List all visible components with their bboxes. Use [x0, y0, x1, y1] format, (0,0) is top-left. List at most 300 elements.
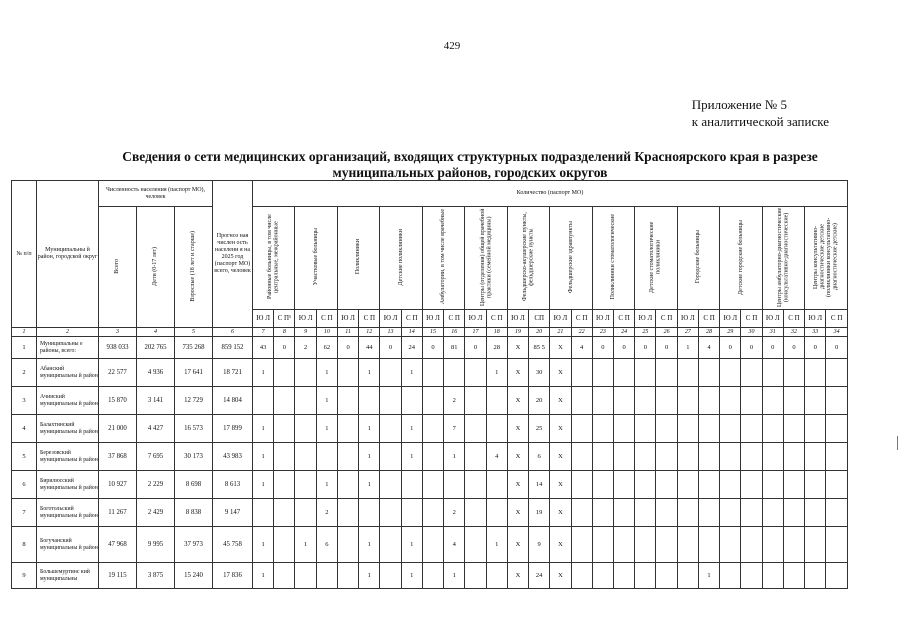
table-cell — [295, 471, 316, 499]
table-cell: 2 429 — [137, 499, 175, 527]
table-cell: X — [507, 337, 528, 359]
header-category: Детские поликлиники — [380, 207, 422, 310]
column-number: 20 — [529, 328, 550, 337]
table-cell — [805, 471, 826, 499]
row-number: 8 — [12, 527, 37, 563]
table-cell: 22 577 — [99, 359, 137, 387]
column-number: 31 — [762, 328, 783, 337]
table-cell — [762, 415, 783, 443]
header-subcolumn: Ю Л — [677, 310, 698, 328]
table-cell: 2 — [444, 499, 465, 527]
header-category: Участковые больницы — [295, 207, 337, 310]
header-subcolumn: С П — [656, 310, 677, 328]
table-cell — [805, 527, 826, 563]
table-cell: 17 836 — [213, 563, 253, 589]
table-cell — [741, 499, 762, 527]
table-cell: 1 — [401, 443, 422, 471]
table-cell: 938 033 — [99, 337, 137, 359]
table-cell — [698, 471, 719, 499]
table-cell: X — [507, 499, 528, 527]
header-quantity-group: Количество (паспорт МО) — [253, 181, 848, 207]
table-cell: 0 — [592, 337, 613, 359]
table-cell — [698, 359, 719, 387]
table-cell: 17 899 — [213, 415, 253, 443]
medical-network-table — [11, 180, 848, 589]
table-cell — [274, 415, 295, 443]
header-subcolumn: Ю Л — [253, 310, 274, 328]
table-cell: 0 — [741, 337, 762, 359]
table-cell: 43 983 — [213, 443, 253, 471]
title-line2: муниципальных районов, городских округов — [332, 165, 608, 180]
table-cell: 1 — [359, 471, 380, 499]
table-cell: X — [507, 471, 528, 499]
header-subcolumn: Ю Л — [635, 310, 656, 328]
table-cell — [720, 387, 741, 415]
row-name: Боготольский муниципальны й район — [37, 499, 99, 527]
table-cell — [656, 443, 677, 471]
table-cell — [698, 415, 719, 443]
header-subcolumn: С П — [444, 310, 465, 328]
table-cell — [677, 443, 698, 471]
table-cell: 9 147 — [213, 499, 253, 527]
column-number: 21 — [550, 328, 571, 337]
table-cell — [380, 415, 401, 443]
header-subcolumn: С П — [359, 310, 380, 328]
table-cell — [614, 499, 635, 527]
table-cell: X — [507, 443, 528, 471]
table-cell — [635, 563, 656, 589]
table-cell: X — [550, 563, 571, 589]
table-cell: 45 758 — [213, 527, 253, 563]
header-category: Поликлиники — [337, 207, 379, 310]
row-number: 3 — [12, 387, 37, 415]
header-subcolumn: Ю Л — [465, 310, 486, 328]
table-cell — [741, 415, 762, 443]
table-cell — [762, 443, 783, 471]
table-cell: 0 — [762, 337, 783, 359]
column-number: 26 — [656, 328, 677, 337]
table-cell: 1 — [698, 563, 719, 589]
table-cell: X — [550, 499, 571, 527]
table-cell — [826, 359, 848, 387]
table-cell — [592, 443, 613, 471]
table-cell: 0 — [614, 337, 635, 359]
table-cell: 9 — [529, 527, 550, 563]
table-cell: 19 115 — [99, 563, 137, 589]
row-number: 7 — [12, 499, 37, 527]
table-cell — [762, 471, 783, 499]
table-cell: 1 — [401, 359, 422, 387]
table-cell — [380, 387, 401, 415]
table-cell: 0 — [720, 337, 741, 359]
table-cell — [295, 359, 316, 387]
table-cell: 0 — [783, 337, 804, 359]
table-cell: 3 141 — [137, 387, 175, 415]
table-cell — [826, 443, 848, 471]
table-cell — [635, 527, 656, 563]
table-cell: 15 240 — [175, 563, 213, 589]
table-cell — [274, 443, 295, 471]
table-header — [12, 181, 848, 337]
header-subcolumn: Ю Л — [295, 310, 316, 328]
table-cell — [805, 563, 826, 589]
row-name: Муниципальны е районы, всего: — [37, 337, 99, 359]
table-cell — [805, 359, 826, 387]
table-cell — [571, 499, 592, 527]
row-number: 2 — [12, 359, 37, 387]
table-cell: 21 000 — [99, 415, 137, 443]
header-subcolumn: С П — [486, 310, 507, 328]
column-number: 17 — [465, 328, 486, 337]
table-cell: 6 — [529, 443, 550, 471]
table-cell — [656, 499, 677, 527]
table-cell — [592, 499, 613, 527]
table-cell — [805, 415, 826, 443]
table-cell — [444, 471, 465, 499]
table-cell: 4 427 — [137, 415, 175, 443]
table-cell — [571, 471, 592, 499]
table-cell — [422, 443, 443, 471]
table-cell — [592, 359, 613, 387]
table-cell: 2 — [444, 387, 465, 415]
column-number: 34 — [826, 328, 848, 337]
header-subcolumn: Ю Л — [550, 310, 571, 328]
table-cell: 18 721 — [213, 359, 253, 387]
header-subcolumn: Ю Л — [380, 310, 401, 328]
table-cell: 1 — [316, 387, 337, 415]
table-cell — [783, 387, 804, 415]
column-number: 22 — [571, 328, 592, 337]
table-cell — [656, 359, 677, 387]
table-cell: X — [550, 387, 571, 415]
table-cell — [783, 471, 804, 499]
table-cell: 10 927 — [99, 471, 137, 499]
table-cell — [401, 471, 422, 499]
table-cell: 7 695 — [137, 443, 175, 471]
table-cell: X — [507, 359, 528, 387]
header-forecast: Прогноз ная числен ость населени я на 2025 год (паспорт МО) всего, человек — [213, 181, 253, 328]
appendix-caption — [692, 96, 829, 130]
column-number: 13 — [380, 328, 401, 337]
table-cell: 1 — [295, 527, 316, 563]
table-cell — [337, 499, 358, 527]
table-cell: 1 — [486, 527, 507, 563]
table-cell — [422, 415, 443, 443]
table-cell — [380, 443, 401, 471]
table-cell — [380, 527, 401, 563]
table-cell — [465, 471, 486, 499]
table-cell — [720, 471, 741, 499]
table-cell — [720, 499, 741, 527]
table-cell: 1 — [401, 563, 422, 589]
table-cell — [571, 527, 592, 563]
margin-mark — [897, 436, 898, 450]
table-cell: 1 — [316, 415, 337, 443]
table-cell — [677, 415, 698, 443]
table-cell: 85 5 — [529, 337, 550, 359]
table-cell — [741, 563, 762, 589]
table-cell: 1 — [677, 337, 698, 359]
row-number: 6 — [12, 471, 37, 499]
table-cell — [783, 359, 804, 387]
header-category: Фельдшерско-акушерские пункты, фельдшерские пункты — [507, 207, 549, 310]
table-cell: 9 995 — [137, 527, 175, 563]
table-cell — [741, 443, 762, 471]
table-cell — [698, 527, 719, 563]
table-cell — [635, 387, 656, 415]
table-cell — [698, 387, 719, 415]
table-cell — [592, 415, 613, 443]
appendix-line1: Приложение № 5 — [691, 97, 787, 112]
column-number: 25 — [635, 328, 656, 337]
table-cell — [698, 499, 719, 527]
table-cell: 0 — [635, 337, 656, 359]
table-cell — [486, 471, 507, 499]
table-cell: 0 — [274, 337, 295, 359]
table-cell: 0 — [656, 337, 677, 359]
column-number: 19 — [507, 328, 528, 337]
table-cell: 4 — [571, 337, 592, 359]
table-cell — [422, 499, 443, 527]
table-cell — [465, 387, 486, 415]
table-cell: 4 936 — [137, 359, 175, 387]
table-cell: 1 — [359, 443, 380, 471]
table-cell: 1 — [253, 359, 274, 387]
table-cell — [614, 443, 635, 471]
table-cell — [614, 415, 635, 443]
table-cell — [677, 527, 698, 563]
table-cell — [635, 415, 656, 443]
table-cell — [805, 443, 826, 471]
header-population-group: Численность населения (паспорт МО), человек — [99, 181, 213, 207]
table-cell: X — [507, 527, 528, 563]
row-number: 1 — [12, 337, 37, 359]
table-cell — [465, 563, 486, 589]
table-cell — [614, 387, 635, 415]
table-cell: 8 613 — [213, 471, 253, 499]
table-cell — [592, 527, 613, 563]
table-cell: 1 — [359, 563, 380, 589]
header-category: Центры амбулаторно-диагностические (консультативно-диагностические) — [762, 207, 804, 310]
table-cell — [380, 563, 401, 589]
column-number: 2 — [37, 328, 99, 337]
table-cell — [422, 387, 443, 415]
table-cell — [783, 499, 804, 527]
column-number: 5 — [175, 328, 213, 337]
table-cell: 859 152 — [213, 337, 253, 359]
table-cell — [571, 563, 592, 589]
column-number: 23 — [592, 328, 613, 337]
header-category: Поликлиники стоматологические — [592, 207, 634, 310]
table-cell: 4 — [444, 527, 465, 563]
header-name: Муниципальны й район, городской округ — [37, 181, 99, 328]
table-cell — [656, 415, 677, 443]
table-cell — [677, 471, 698, 499]
header-category: Амбулатории, в том числе врачебные — [422, 207, 464, 310]
table-cell — [422, 471, 443, 499]
table-cell: 30 173 — [175, 443, 213, 471]
table-cell — [720, 563, 741, 589]
header-category: Детские стоматологические поликлиники — [635, 207, 677, 310]
table-cell: X — [507, 415, 528, 443]
column-number: 3 — [99, 328, 137, 337]
table-cell — [359, 387, 380, 415]
table-cell — [337, 387, 358, 415]
table-cell: 37 973 — [175, 527, 213, 563]
row-name: Большемуртинс кий муниципальны — [37, 563, 99, 589]
header-subcolumn: С П¹ — [274, 310, 295, 328]
table-cell: 1 — [359, 415, 380, 443]
table-row — [12, 443, 848, 471]
table-cell: 0 — [465, 337, 486, 359]
table-cell — [698, 443, 719, 471]
column-number: 27 — [677, 328, 698, 337]
header-pop-adults: Взрослые (18 лет и старше) — [175, 207, 213, 328]
table-row — [12, 359, 848, 387]
table-cell: 81 — [444, 337, 465, 359]
table-cell — [486, 563, 507, 589]
table-cell — [762, 359, 783, 387]
table-cell — [295, 387, 316, 415]
table-cell — [720, 359, 741, 387]
table-cell: 202 765 — [137, 337, 175, 359]
table-cell — [274, 359, 295, 387]
table-cell — [465, 415, 486, 443]
table-cell: 24 — [401, 337, 422, 359]
table-cell — [635, 443, 656, 471]
table-cell: 0 — [826, 337, 848, 359]
table-cell — [826, 499, 848, 527]
row-name: Бирилюсский муниципальны й район — [37, 471, 99, 499]
column-number: 33 — [805, 328, 826, 337]
table-cell — [720, 443, 741, 471]
row-name: Березовский муниципальны й район — [37, 443, 99, 471]
table-cell — [571, 387, 592, 415]
header-subcolumn: Ю Л — [762, 310, 783, 328]
row-name: Абанский муниципальны й район — [37, 359, 99, 387]
table-cell — [274, 499, 295, 527]
header-subcolumn: С П — [401, 310, 422, 328]
table-cell: 1 — [316, 471, 337, 499]
table-cell — [783, 527, 804, 563]
column-number: 14 — [401, 328, 422, 337]
table-cell — [826, 563, 848, 589]
table-cell — [762, 563, 783, 589]
table-cell — [635, 359, 656, 387]
table-cell — [720, 415, 741, 443]
table-cell — [486, 499, 507, 527]
table-cell — [380, 471, 401, 499]
table-cell: X — [550, 415, 571, 443]
table-cell — [337, 563, 358, 589]
table-cell — [677, 563, 698, 589]
table-cell: 30 — [529, 359, 550, 387]
table-cell — [635, 499, 656, 527]
table-cell — [592, 471, 613, 499]
column-number: 24 — [614, 328, 635, 337]
row-name: Балахтинский муниципальны й район — [37, 415, 99, 443]
table-cell — [337, 359, 358, 387]
table-row — [12, 563, 848, 589]
column-number: 9 — [295, 328, 316, 337]
header-subcolumn: Ю Л — [422, 310, 443, 328]
table-cell — [380, 359, 401, 387]
header-category: Центры (отделения) общей врачебной практики (семейной медицины) — [465, 207, 507, 310]
table-cell: X — [550, 443, 571, 471]
table-cell: 1 — [486, 359, 507, 387]
header-pop-total: Всего — [99, 207, 137, 328]
table-cell — [465, 359, 486, 387]
table-row — [12, 499, 848, 527]
table-row — [12, 387, 848, 415]
table-cell: 1 — [253, 527, 274, 563]
table-cell: 1 — [444, 443, 465, 471]
table-cell: 0 — [422, 337, 443, 359]
table-cell: 12 729 — [175, 387, 213, 415]
row-number: 4 — [12, 415, 37, 443]
table-cell — [337, 471, 358, 499]
table-cell: 2 — [295, 337, 316, 359]
title-line1: Сведения о сети медицинских организаций, входящих структурных подразделений Красноярского края в разрезе — [122, 149, 818, 164]
document-title — [80, 149, 860, 181]
table-body — [12, 337, 848, 589]
header-subcolumn: С П — [316, 310, 337, 328]
table-cell: 1 — [444, 563, 465, 589]
table-cell: 8 698 — [175, 471, 213, 499]
column-number: 4 — [137, 328, 175, 337]
table-cell: X — [550, 359, 571, 387]
table-cell: 1 — [253, 443, 274, 471]
table-cell — [783, 443, 804, 471]
table-cell — [486, 415, 507, 443]
header-category: Фельдшерские здравпункты — [550, 207, 592, 310]
header-subcolumn: Ю Л — [720, 310, 741, 328]
header-subcolumn: Ю Л — [507, 310, 528, 328]
table-cell — [380, 499, 401, 527]
table-cell: 2 229 — [137, 471, 175, 499]
table-cell: 44 — [359, 337, 380, 359]
table-cell — [571, 415, 592, 443]
table-cell: 24 — [529, 563, 550, 589]
table-cell: 3 875 — [137, 563, 175, 589]
column-number: 11 — [337, 328, 358, 337]
table-cell — [741, 527, 762, 563]
column-number: 6 — [213, 328, 253, 337]
table-cell — [741, 387, 762, 415]
table-cell — [274, 471, 295, 499]
table-cell: X — [550, 471, 571, 499]
table-cell — [762, 387, 783, 415]
header-subcolumn: С П — [826, 310, 848, 328]
header-subcolumn: С П — [698, 310, 719, 328]
table-cell — [465, 443, 486, 471]
table-cell — [295, 563, 316, 589]
row-name: Ачинский муниципальны й район — [37, 387, 99, 415]
header-category: Центры консультативно-диагностические детские (поликлиники консультативно-диагностические детские) — [805, 207, 848, 310]
table-cell: 19 — [529, 499, 550, 527]
table-cell: 1 — [253, 563, 274, 589]
table-cell — [614, 563, 635, 589]
table-cell: 43 — [253, 337, 274, 359]
table-cell: 14 804 — [213, 387, 253, 415]
header-subcolumn: С П — [783, 310, 804, 328]
table-cell: 6 — [316, 527, 337, 563]
column-number: 12 — [359, 328, 380, 337]
table-cell: 37 868 — [99, 443, 137, 471]
table-cell — [656, 471, 677, 499]
header-pop-children: Дети (0-17 лет) — [137, 207, 175, 328]
table-cell — [677, 387, 698, 415]
